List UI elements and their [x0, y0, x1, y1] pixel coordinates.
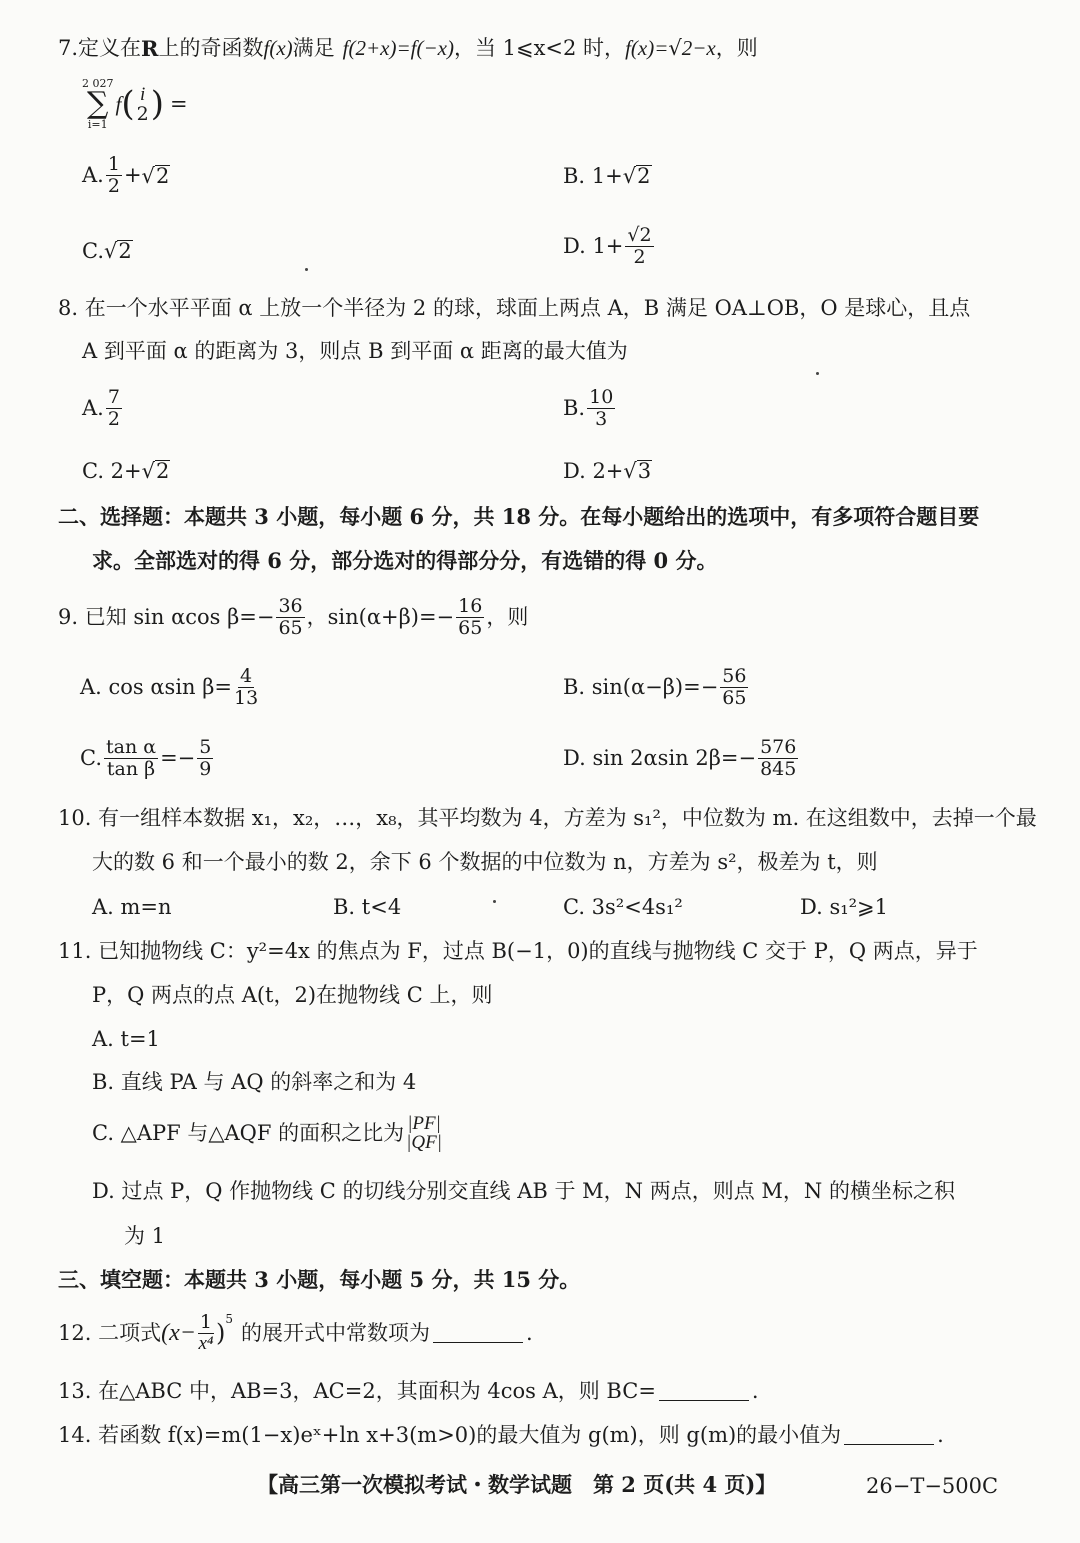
q12	[58, 1313, 533, 1353]
fraction	[625, 226, 653, 267]
numerator: √2	[627, 224, 652, 246]
q10-line1: 10. 有一组样本数据 x₁，x₂，…，x₈，其平均数为 4，方差为 s₁²，中位数为 m. 在这组数中，去掉一个最	[58, 806, 1037, 830]
footer-code: 26−T−500C	[866, 1474, 999, 1498]
option-label: D. 1+	[563, 234, 624, 258]
q11-option-d-line2: 为 1	[124, 1224, 166, 1248]
radicand: 2	[118, 239, 132, 263]
text: .	[937, 1423, 944, 1447]
math: f	[115, 91, 122, 116]
q8-option-b	[563, 388, 617, 429]
summation: 2 027 ∑ i=1	[82, 77, 114, 131]
numerator: 16	[458, 595, 483, 617]
denominator: 2	[107, 408, 120, 430]
exponent: 5	[225, 1312, 234, 1326]
denominator: 2	[633, 246, 646, 268]
fraction	[234, 667, 258, 708]
fraction	[276, 597, 304, 638]
q7-option-a	[82, 155, 170, 196]
math: f(x)=	[625, 36, 669, 60]
denominator: 3	[595, 408, 608, 430]
text: .	[526, 1320, 533, 1345]
section-2-heading-line2: 求。全部选对的得 6 分，部分选对的得部分分，有选错的得 0 分。	[92, 548, 718, 573]
option-label: C.	[80, 746, 102, 770]
answer-blank	[659, 1382, 749, 1401]
radicand: 2	[155, 163, 170, 188]
q7-line1	[58, 38, 758, 59]
question-number: 7.	[58, 36, 79, 60]
q7-sum: 2 027 ∑ i=1 f ( i 2 ) =	[82, 77, 188, 131]
sqrt: √ 2	[104, 239, 132, 263]
fraction	[758, 738, 798, 779]
sqrt: √ 2	[622, 164, 651, 188]
q11-option-a: A. t=1	[92, 1027, 160, 1051]
sum-lower: i=1	[87, 118, 108, 131]
q9-option-d	[563, 738, 800, 779]
text: =	[169, 91, 188, 116]
q11-option-d-line1: D. 过点 P，Q 作抛物线 C 的切线分别交直线 AB 于 M，N 两点，则点 M，N 的横坐标之积	[92, 1179, 955, 1203]
radicand: 3	[637, 459, 652, 483]
fraction	[198, 1313, 214, 1353]
numerator: 10	[589, 386, 614, 408]
text: 的展开式中常数项为	[241, 1320, 431, 1345]
numerator: tan α	[106, 736, 157, 758]
text: 满足	[292, 36, 335, 60]
section-3-heading: 三、填空题：本题共 3 小题，每小题 5 分，共 15 分。	[58, 1267, 581, 1292]
q8-option-a	[82, 388, 124, 429]
fraction	[106, 155, 122, 196]
numerator: 576	[760, 736, 797, 758]
fraction	[456, 597, 484, 638]
q14	[58, 1425, 944, 1446]
sqrt: √ 2	[141, 459, 170, 483]
text: 定义在	[78, 36, 142, 60]
option-label: B. sin(α−β)=−	[563, 675, 719, 699]
q9-option-b	[563, 667, 750, 708]
q8-option-d	[563, 460, 652, 482]
text: ，则	[715, 36, 758, 60]
scan-speck	[305, 268, 308, 271]
text: ，当 1⩽x<2 时，	[453, 36, 626, 60]
footer-title: 【高三第一次模拟考试・数学试题 第 2 页(共 4 页)】	[257, 1472, 777, 1497]
q7-option-d	[563, 226, 656, 267]
q9-stem	[58, 597, 528, 638]
numerator: 1	[199, 1311, 213, 1333]
denominator: 65	[722, 687, 747, 709]
text: 9. 已知 sin αcos β=−	[58, 605, 275, 629]
denominator: |QF|	[406, 1132, 442, 1153]
text: .	[751, 1379, 759, 1403]
sqrt: √ 2	[141, 163, 170, 188]
q11-option-c	[92, 1114, 444, 1152]
denominator: 65	[458, 617, 483, 639]
q8-line1: 8. 在一个水平平面 α 上放一个半径为 2 的球，球面上两点 A，B 满足 OA⊥OB，O 是球心，且点	[58, 296, 971, 320]
option-label: A. cos αsin β=	[80, 675, 232, 699]
option-label: A.	[82, 163, 104, 187]
radicand: 2	[637, 164, 651, 188]
q10-line2: 大的数 6 和一个最小的数 2，余下 6 个数据的中位数为 n，方差为 s²，极差为 t，则	[92, 850, 878, 874]
math: f(x)	[263, 36, 293, 60]
denominator: 13	[233, 687, 259, 709]
denominator: 65	[278, 617, 303, 639]
answer-blank	[844, 1426, 934, 1445]
q11-line2: P，Q 两点的点 A(t，2)在抛物线 C 上，则	[92, 983, 493, 1007]
text: ，sin(α+β)=−	[306, 605, 455, 629]
numerator: i	[140, 83, 146, 105]
numerator: 56	[722, 665, 747, 687]
denominator: 845	[760, 758, 797, 780]
option-label: B.	[563, 396, 586, 420]
denominator: x⁴	[198, 1333, 214, 1354]
text: 14. 若函数 f(x)=m(1−x)eˣ+ln x+3(m>0)的最大值为 g(m)，则 g(m)的最小值为	[58, 1423, 842, 1447]
option-label: C. △APF 与△AQF 的面积之比为	[92, 1120, 405, 1145]
sqrt: √ 3	[623, 459, 652, 483]
radicand: 2−x	[681, 36, 716, 60]
text: R	[141, 36, 159, 61]
q10-option-c: C. 3s²<4s₁²	[563, 895, 683, 919]
section-2-heading-line1: 二、选择题：本题共 3 小题，每小题 6 分，共 18 分。在每小题给出的选项中，有多项符合题目要	[58, 504, 980, 529]
q10-option-d: D. s₁²⩾1	[800, 895, 889, 919]
fraction	[587, 388, 615, 429]
option-label: C. 2+	[82, 458, 142, 483]
q9-option-a	[80, 667, 260, 708]
radicand: 2	[156, 459, 170, 483]
option-label: A.	[82, 396, 104, 420]
numerator: 36	[278, 595, 303, 617]
answer-blank	[433, 1324, 523, 1343]
q9-option-c	[80, 738, 215, 779]
numerator: 4	[240, 665, 253, 687]
q7-option-c	[82, 240, 133, 262]
math: )	[216, 1319, 226, 1347]
scan-speck	[816, 372, 819, 375]
numerator: |PF|	[407, 1113, 441, 1134]
q8-line2: A 到平面 α 的距离为 3，则点 B 到平面 α 距离的最大值为	[82, 339, 628, 363]
fraction	[406, 1114, 442, 1152]
text: ，则	[486, 605, 529, 629]
text: 上的奇函数	[158, 36, 264, 60]
q7-option-b	[563, 165, 652, 187]
q11-line1: 11. 已知抛物线 C：y²=4x 的焦点为 F，过点 B(−1，0)的直线与抛物线 C 交于 P，Q 两点，异于	[58, 939, 978, 963]
text: +	[123, 163, 142, 187]
scan-speck	[493, 900, 496, 903]
denominator: tan β	[106, 758, 156, 780]
numerator: 7	[107, 386, 120, 408]
option-label: C.	[82, 238, 104, 263]
text: =−	[160, 746, 196, 770]
q8-option-c	[82, 460, 170, 482]
fraction	[197, 738, 213, 779]
fraction	[106, 388, 122, 429]
text: 12. 二项式	[58, 1320, 162, 1345]
option-label: D. 2+	[563, 458, 624, 483]
q13	[58, 1381, 759, 1402]
denominator: 2	[136, 102, 149, 125]
sqrt: √ 2−x	[668, 36, 716, 60]
numerator: 5	[199, 736, 212, 758]
fraction	[104, 738, 158, 779]
denominator: 2	[107, 175, 120, 197]
math: f(2+x)=f(−x)	[342, 36, 454, 60]
q10-option-a: A. m=n	[92, 895, 172, 919]
denominator: 9	[199, 758, 212, 780]
q11-option-b: B. 直线 PA 与 AQ 的斜率之和为 4	[92, 1070, 417, 1094]
numerator: 1	[107, 153, 120, 175]
option-label: D. sin 2αsin 2β=−	[563, 746, 757, 770]
option-label: B. 1+	[563, 163, 623, 188]
text: 13. 在△ABC 中，AB=3，AC=2，其面积为 4cos A，则 BC=	[58, 1379, 656, 1403]
fraction	[720, 667, 748, 708]
sum-upper: 2 027	[82, 77, 114, 90]
fraction	[137, 85, 149, 124]
math: (x−	[161, 1320, 196, 1346]
q10-option-b: B. t<4	[333, 895, 402, 919]
